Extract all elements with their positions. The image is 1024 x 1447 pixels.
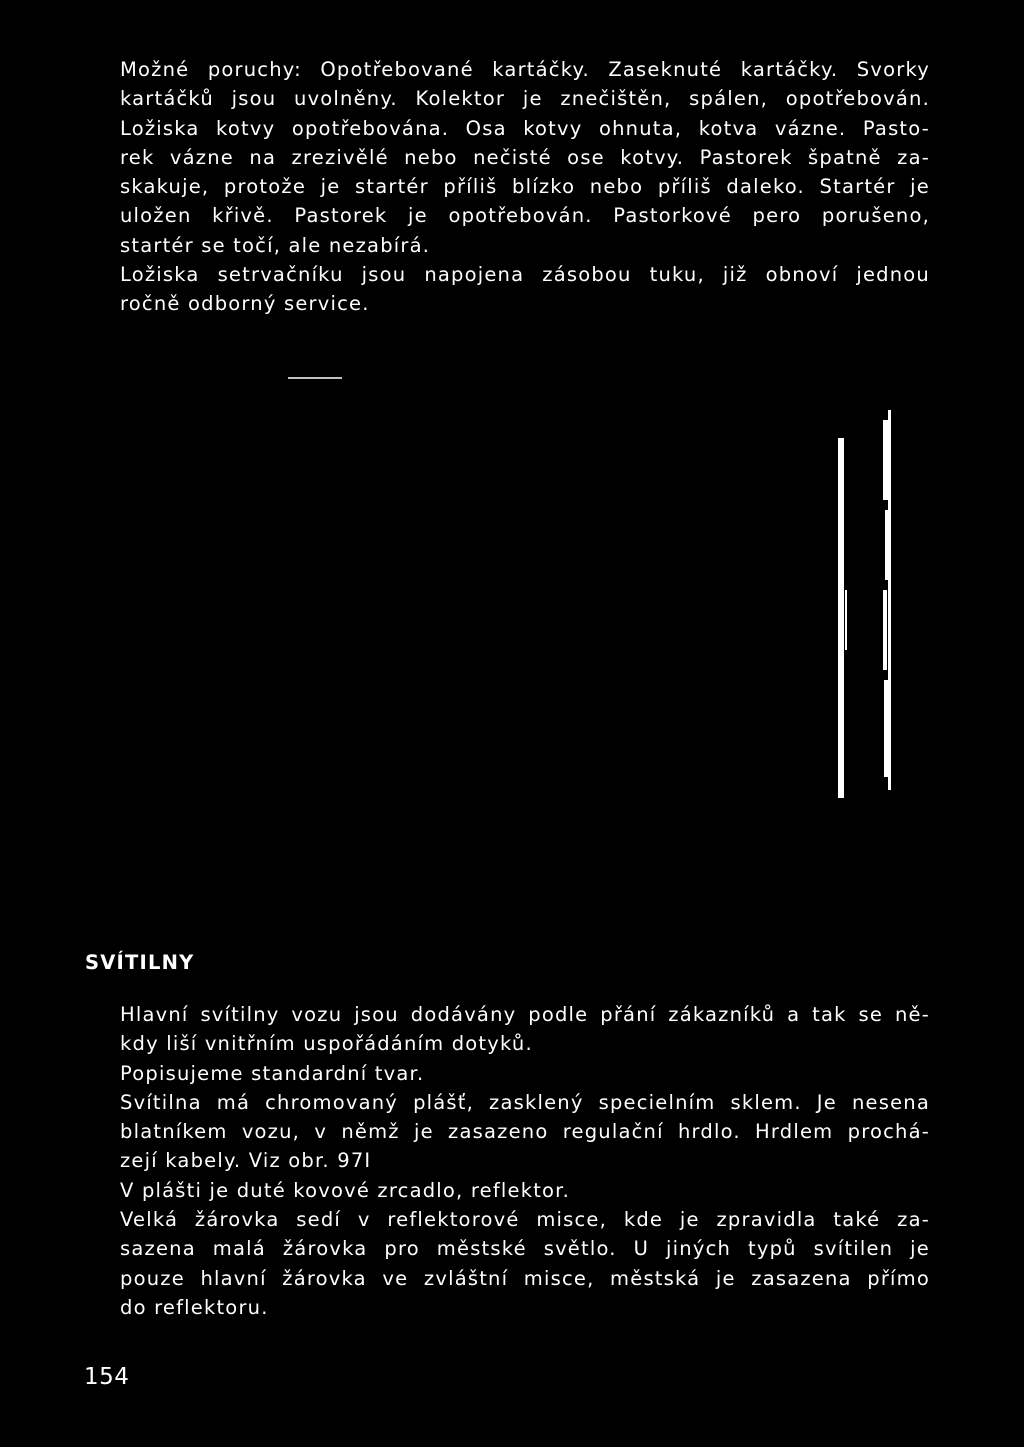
figure-artifact (0, 360, 1024, 800)
text-line: Svítilna má chromovaný plášť, zasklený specielním sklem. Je nesena (120, 1090, 930, 1114)
text-line: Možné poruchy: Opotřebované kartáčky. Zaseknuté kartáčky. Svorky (120, 58, 930, 81)
text-line: Hlavní svítilny vozu jsou dodávány podle přání zákazníků a tak se ně- (120, 1003, 930, 1026)
text-line: pouze hlavní žárovka ve zvláštní misce, městská je zasazena přímo (120, 1266, 930, 1290)
troubleshooting-paragraph (120, 55, 930, 319)
text-line: kartáčků jsou uvolněny. Kolektor je znečištěn, spálen, opotřebován. (120, 87, 930, 111)
text-line: Velká žárovka sedí v reflektorové misce, kde je zpravidla také za- (120, 1208, 930, 1232)
text-line: Popisujeme standardní tvar. (120, 1061, 425, 1085)
scan-mark-bar (888, 410, 891, 790)
page-number: 154 (84, 1364, 130, 1390)
text-line: V plášti je duté kovové zrcadlo, reflektor. (120, 1178, 571, 1202)
text-line: kdy liší vnitřním uspořádáním dotyků. (120, 1032, 533, 1056)
text-line: Ložiska kotvy opotřebována. Osa kotvy ohnuta, kotva vázne. Pasto- (120, 116, 930, 140)
text-line: zejí kabely. Viz obr. 97I (120, 1149, 372, 1173)
scan-mark-bar (845, 590, 847, 650)
text-line: do reflektoru. (120, 1295, 269, 1319)
text-line: blatníkem vozu, v němž je zasazeno regulační hrdlo. Hrdlem prochá- (120, 1120, 930, 1144)
text-line: startér se točí, ale nezabírá. (120, 233, 431, 257)
scan-mark-bar (883, 590, 887, 670)
text-line: skakuje, protože je startér příliš blízko nebo příliš daleko. Startér je (120, 175, 930, 199)
text-line: rek vázne na zrezivělé nebo nečisté ose kotvy. Pastorek špatně za- (120, 145, 930, 169)
text-line: uložen křivě. Pastorek je opotřebován. Pastorkové pero porušeno, (120, 204, 930, 228)
text-line: sazena malá žárovka pro městské světlo. U jiných typů svítilen je (120, 1237, 930, 1261)
scan-mark-bar (883, 420, 888, 500)
text-line: Ložiska setrvačníku jsou napojena zásobou tuku, již obnoví jednou (120, 263, 930, 287)
section-heading: SVÍTILNY (85, 951, 195, 974)
text-line: ročně odborný service. (120, 292, 370, 316)
section-paragraph (120, 1000, 930, 1322)
scan-mark-bar (838, 438, 844, 798)
